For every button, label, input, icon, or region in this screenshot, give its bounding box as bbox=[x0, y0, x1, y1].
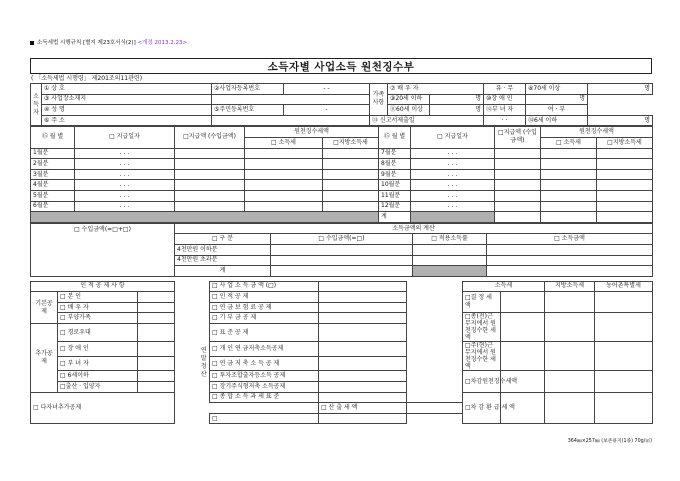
calc-cell[interactable] bbox=[413, 255, 487, 266]
form-subtitle: ( 「소득세법 시행령」 제201조의11관련) bbox=[31, 75, 143, 82]
tax-cell[interactable] bbox=[323, 180, 379, 191]
date-cell[interactable]: . . . bbox=[411, 148, 495, 159]
table-row bbox=[31, 190, 653, 201]
tax-cell[interactable] bbox=[323, 148, 379, 159]
extra-item: □ 경로우대 bbox=[58, 324, 138, 342]
amount-cell[interactable] bbox=[175, 169, 245, 180]
settlement-table bbox=[30, 281, 653, 425]
earner-group-label: 소득자 bbox=[31, 84, 42, 126]
pay-date-col-left: □ 지급일자 bbox=[75, 127, 175, 148]
tax-col-right: 원천징수세액 bbox=[541, 127, 653, 138]
amount-cell[interactable] bbox=[495, 201, 541, 212]
amount-cell[interactable] bbox=[495, 159, 541, 170]
under20-label: ⑨20세 이하 bbox=[388, 94, 430, 105]
month-label: 2월분 bbox=[31, 159, 75, 170]
settle-value[interactable] bbox=[319, 292, 407, 303]
tax-header-income: 소득세 bbox=[463, 281, 545, 292]
tax-cell[interactable] bbox=[501, 342, 545, 371]
month-col-right: ⑮ 월 별 bbox=[379, 127, 411, 148]
tax-cell[interactable] bbox=[245, 159, 323, 170]
over60-label: ⑪60세 이상 bbox=[388, 105, 430, 116]
table-row bbox=[31, 159, 653, 170]
calc-cell[interactable] bbox=[271, 244, 413, 255]
tax-cell[interactable] bbox=[245, 180, 323, 191]
pay-date-col-right: □ 지급일자 bbox=[411, 127, 495, 148]
tax-header-local: 지방소득세 bbox=[545, 281, 595, 292]
settle-item: □ 사 업 소 득 금 액 (□) bbox=[210, 281, 319, 292]
month-label: 3월분 bbox=[31, 169, 75, 180]
biz-reg-no-value[interactable]: - - bbox=[284, 84, 370, 95]
date-cell[interactable]: . . . bbox=[411, 190, 495, 201]
resident-no-value[interactable]: - bbox=[284, 105, 370, 116]
month-label: 9월분 bbox=[379, 169, 411, 180]
tax-cell[interactable] bbox=[541, 201, 597, 212]
category-col: □ 구 분 bbox=[175, 234, 271, 245]
tax-cell[interactable] bbox=[595, 292, 653, 313]
month-label: 6월분 bbox=[31, 201, 75, 212]
form-reference bbox=[30, 38, 187, 46]
disabled-label: ⑩장 애 인 bbox=[484, 94, 526, 105]
tax-cell[interactable] bbox=[545, 292, 595, 313]
resident-no-label: ⑤주민등록번호 bbox=[212, 105, 284, 116]
amount-cell[interactable] bbox=[175, 159, 245, 170]
date-cell[interactable]: . . . bbox=[75, 201, 175, 212]
extra-item: □ 장 애 인 bbox=[58, 342, 138, 357]
basic-item: □ 본 인 bbox=[58, 292, 138, 303]
tax-cell[interactable] bbox=[597, 190, 653, 201]
tax-cell[interactable] bbox=[541, 148, 597, 159]
name-label: ④ 성 명 bbox=[42, 105, 212, 116]
settle-item: □ 기 부 금 공 제 bbox=[210, 313, 319, 324]
date-cell[interactable]: . . . bbox=[411, 159, 495, 170]
settle-value[interactable] bbox=[319, 342, 407, 357]
tax-cell[interactable] bbox=[323, 159, 379, 170]
calc-row-label: 4천만원 초과분 bbox=[175, 255, 271, 266]
tax-row-label: □차감원천징수세액 bbox=[463, 371, 501, 392]
tax-cell[interactable] bbox=[541, 159, 597, 170]
date-cell[interactable]: . . . bbox=[411, 201, 495, 212]
tax-cell[interactable] bbox=[541, 190, 597, 201]
settle-value[interactable] bbox=[319, 382, 407, 393]
month-label: 11월분 bbox=[379, 190, 411, 201]
settle-value[interactable] bbox=[319, 413, 407, 424]
extra-item: □ 6세이하 bbox=[58, 371, 138, 382]
income-col: □ 소득금액 bbox=[487, 234, 653, 245]
earner-info-table bbox=[30, 83, 653, 126]
deduction-value[interactable] bbox=[138, 356, 175, 371]
calc-cell[interactable] bbox=[487, 244, 653, 255]
settle-item: □ 개 인 연 금저축소득공제 bbox=[210, 342, 319, 357]
over70-unit[interactable]: 명 bbox=[588, 84, 653, 95]
table-row bbox=[31, 148, 653, 159]
settle-value[interactable] bbox=[319, 371, 407, 382]
month-label: 12월분 bbox=[379, 201, 411, 212]
report-date-label: ⑬ 신고서제출일 bbox=[370, 115, 484, 126]
deduction-value[interactable] bbox=[138, 382, 175, 393]
month-col-left: ⑮ 월 별 bbox=[31, 127, 75, 148]
monthly-table bbox=[30, 126, 653, 222]
tax-cell[interactable] bbox=[501, 313, 545, 342]
local-tax-col-right: □지방소득세 bbox=[597, 137, 653, 148]
amount-cell[interactable] bbox=[175, 201, 245, 212]
date-cell[interactable]: . . . bbox=[75, 159, 175, 170]
settle-value[interactable] bbox=[319, 313, 407, 324]
table-row bbox=[31, 169, 653, 180]
settle-item: □ 투자조합출자등소득 공제 bbox=[210, 371, 319, 382]
biz-address-value[interactable] bbox=[212, 94, 370, 105]
tax-cell[interactable] bbox=[595, 392, 653, 424]
settle-item: □ 표 준 공 제 bbox=[210, 324, 319, 342]
tax-cell[interactable] bbox=[245, 169, 323, 180]
tax-col-left: 원천징수세액 bbox=[245, 127, 379, 138]
tax-cell[interactable] bbox=[595, 342, 653, 371]
biz-reg-no-label: ②사업자등록번호 bbox=[212, 84, 284, 95]
tax-cell[interactable] bbox=[595, 313, 653, 342]
amount-col-left: □지급액 (수입금액) bbox=[175, 127, 245, 148]
trade-name-label: ① 상 호 bbox=[42, 84, 212, 95]
tax-cell[interactable] bbox=[597, 169, 653, 180]
income-tax-col-right: □ 소득세 bbox=[541, 137, 597, 148]
deduction-value[interactable] bbox=[138, 371, 175, 382]
month-label: 1월분 bbox=[31, 148, 75, 159]
date-cell[interactable]: . . . bbox=[411, 180, 495, 191]
date-cell[interactable]: . . . bbox=[75, 169, 175, 180]
under6-label: ⑭6세 이하 bbox=[526, 115, 588, 126]
extra-deduction-label: 추가공제 bbox=[31, 324, 58, 393]
revision-text: <개정 2013.2.23> bbox=[137, 40, 188, 46]
basic-item: □ 부양가족 bbox=[58, 313, 138, 324]
under20-unit[interactable]: 명 bbox=[430, 94, 484, 105]
total-tax-cell[interactable] bbox=[597, 212, 653, 223]
settle-item: □ 연 금 보 험 료 공 제 bbox=[210, 302, 319, 313]
settle-value[interactable] bbox=[319, 302, 407, 313]
deduction-value[interactable] bbox=[138, 324, 175, 342]
tax-row-label: □차 감 환 급 세 액 bbox=[463, 392, 501, 424]
address-label: ⑥ 주 소 bbox=[42, 115, 212, 126]
calc-cell[interactable] bbox=[271, 255, 413, 266]
tax-row-label: □결 정 세 액 bbox=[463, 292, 501, 313]
extra-item: □ 부 녀 자 bbox=[58, 356, 138, 371]
settle-value[interactable] bbox=[319, 324, 407, 342]
calc-row-label: 4천만원 이하분 bbox=[175, 244, 271, 255]
revenue-total-label: □ 수입금액(=□+□) bbox=[31, 223, 175, 276]
month-total-label: 계 bbox=[379, 212, 411, 223]
date-cell[interactable]: . . . bbox=[411, 169, 495, 180]
tax-cell[interactable] bbox=[245, 148, 323, 159]
tax-cell[interactable] bbox=[245, 201, 323, 212]
female-label: ⑫부 녀 자 bbox=[484, 105, 526, 116]
settle-value[interactable] bbox=[407, 403, 463, 414]
tax-row-label: □주(현)근무지에서 원천징수한 세액 bbox=[463, 342, 501, 371]
amount-cell[interactable] bbox=[175, 148, 245, 159]
tax-cell[interactable] bbox=[323, 201, 379, 212]
over60-unit[interactable]: 명 bbox=[430, 105, 484, 116]
settle-item: □ 연 금 저 축 소 득 공 제 bbox=[210, 356, 319, 371]
basic-item: □ 배 우 자 bbox=[58, 302, 138, 313]
settle-item: □ 장기주식형저축 소득공제 bbox=[210, 382, 319, 393]
table-row bbox=[31, 180, 653, 191]
tax-cell[interactable] bbox=[595, 371, 653, 392]
under6-unit[interactable]: 명 bbox=[588, 115, 653, 126]
month-label: 5월분 bbox=[31, 190, 75, 201]
total-amount-cell[interactable] bbox=[495, 212, 541, 223]
tax-cell[interactable] bbox=[245, 190, 323, 201]
income-tax-col-left: □ 소득세 bbox=[245, 137, 323, 148]
spouse-label: ⑦ 배 우 자 bbox=[388, 84, 484, 95]
tax-cell[interactable] bbox=[545, 371, 595, 392]
tax-cell[interactable] bbox=[545, 342, 595, 371]
calc-gray-cell bbox=[413, 266, 487, 277]
total-date-gray bbox=[411, 212, 495, 223]
tax-header-rural: 농어촌특별세 bbox=[595, 281, 653, 292]
amount-col-right: □지급액 (수입금액) bbox=[495, 127, 541, 148]
tax-cell[interactable] bbox=[597, 159, 653, 170]
calc-cell[interactable] bbox=[487, 266, 653, 277]
deduction-header: 인 적 공 제 사 항 bbox=[31, 281, 175, 292]
deduction-value[interactable] bbox=[138, 292, 175, 303]
total-tax-cell[interactable] bbox=[541, 212, 597, 223]
disabled-unit[interactable]: 명 bbox=[526, 94, 588, 105]
tax-cell[interactable] bbox=[597, 201, 653, 212]
date-cell[interactable]: . . . bbox=[75, 180, 175, 191]
multi-child-deduction: □ 다자녀추가공제 bbox=[31, 392, 175, 424]
amount-cell[interactable] bbox=[175, 190, 245, 201]
settle-item: □ 인 적 공 제 bbox=[210, 292, 319, 303]
calc-cell[interactable] bbox=[487, 255, 653, 266]
revenue-col: □ 수입금액(=□) bbox=[271, 234, 413, 245]
month-label: 4월분 bbox=[31, 180, 75, 191]
deduction-value[interactable] bbox=[138, 342, 175, 357]
settlement-label: 연말정산 bbox=[200, 347, 207, 379]
settle-item: □ bbox=[210, 413, 319, 424]
tax-cell[interactable] bbox=[597, 180, 653, 191]
paper-spec-footer: 364㎜×257㎜ (보존용지(1종) 70g/㎡) bbox=[567, 439, 652, 444]
tax-cell[interactable] bbox=[545, 313, 595, 342]
tax-cell[interactable] bbox=[597, 148, 653, 159]
over70-label: ⑧70세 이상 bbox=[526, 84, 588, 95]
deduction-value[interactable] bbox=[138, 302, 175, 313]
tax-cell[interactable] bbox=[323, 190, 379, 201]
extra-item: □출산 · 입양자 bbox=[58, 382, 138, 393]
amount-cell[interactable] bbox=[495, 148, 541, 159]
month-label: 8월분 bbox=[379, 159, 411, 170]
amount-cell[interactable] bbox=[495, 180, 541, 191]
report-date-value[interactable]: · · bbox=[484, 115, 526, 126]
calc-cell[interactable] bbox=[271, 266, 413, 277]
basic-deduction-label: 기본공제 bbox=[31, 292, 58, 324]
date-cell[interactable]: . . . bbox=[75, 148, 175, 159]
settle-item: □ 산 출 세 액 bbox=[319, 403, 407, 414]
biz-address-label: ③ 사업장소재지 bbox=[42, 94, 212, 105]
amount-cell[interactable] bbox=[495, 169, 541, 180]
local-tax-col-left: □지방소득세 bbox=[323, 137, 379, 148]
income-calc-title: 소득금액의 계산 bbox=[175, 223, 653, 234]
withholding-ledger-form bbox=[30, 58, 652, 424]
tax-cell[interactable] bbox=[501, 292, 545, 313]
income-calc-table bbox=[30, 223, 653, 277]
date-cell[interactable]: . . . bbox=[75, 190, 175, 201]
square-bullet-icon bbox=[30, 41, 34, 45]
settle-value[interactable] bbox=[319, 356, 407, 371]
female-value[interactable]: 여 · 부 bbox=[526, 105, 588, 116]
tax-cell[interactable] bbox=[541, 180, 597, 191]
family-label: 가족사항 bbox=[370, 84, 388, 116]
deduction-value[interactable] bbox=[138, 313, 175, 324]
amount-cell[interactable] bbox=[175, 180, 245, 191]
table-row bbox=[31, 201, 653, 212]
spouse-value[interactable]: 유 · 무 bbox=[484, 84, 526, 95]
left-total-gray bbox=[31, 212, 379, 223]
rate-col: □ 적용소득률 bbox=[413, 234, 487, 245]
address-value[interactable] bbox=[212, 115, 370, 126]
tax-row-label: □종(전)근무지에서 원천징수한 세액 bbox=[463, 313, 501, 342]
form-ref-text: 소득세법 시행규칙 [별지 제23호서식(2)] bbox=[37, 40, 136, 46]
settle-value[interactable] bbox=[319, 392, 407, 403]
tax-cell[interactable] bbox=[545, 392, 595, 424]
settle-value[interactable] bbox=[319, 281, 407, 292]
calc-row-label: 계 bbox=[175, 266, 271, 277]
settle-item: □ 종 합 소 득 과 세 표 준 bbox=[210, 392, 319, 403]
tax-cell[interactable] bbox=[541, 169, 597, 180]
calc-cell[interactable] bbox=[413, 244, 487, 255]
month-label: 10월분 bbox=[379, 180, 411, 191]
month-label: 7월분 bbox=[379, 148, 411, 159]
tax-cell[interactable] bbox=[323, 169, 379, 180]
amount-cell[interactable] bbox=[495, 190, 541, 201]
table-row bbox=[31, 212, 653, 223]
form-title: 소득자별 사업소득 원천징수부 bbox=[30, 58, 652, 74]
